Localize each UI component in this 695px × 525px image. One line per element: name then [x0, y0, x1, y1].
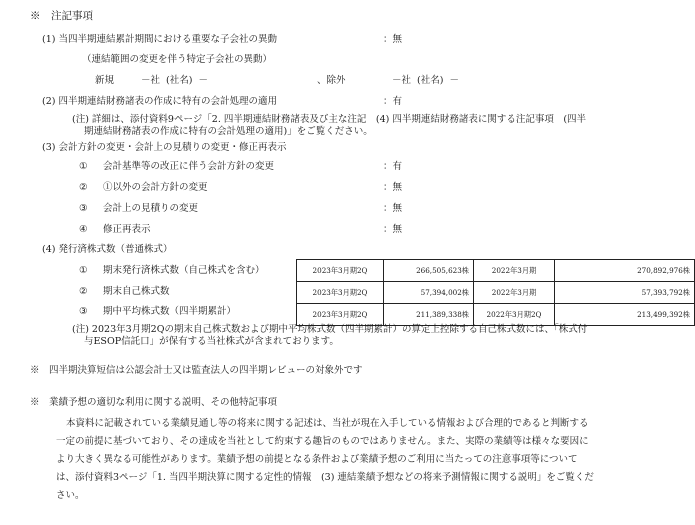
- value-cell: 211,389,338株: [384, 304, 474, 326]
- item3-row1-text: 会計基準等の改正に伴う会計方針の変更: [103, 161, 275, 172]
- item1-paren: （連結範囲の変更を伴う特定子会社の異動）: [82, 54, 273, 65]
- period-cell: 2023年3月期2Q: [297, 282, 384, 304]
- value-cell: 266,505,623株: [384, 260, 474, 282]
- item1-excluded-label: 、除外: [317, 75, 346, 86]
- table-row: [297, 260, 695, 282]
- table-row: [297, 282, 695, 304]
- item3-row1-num: ①: [79, 161, 88, 172]
- item1-new-value: －社 (社名) －: [141, 75, 208, 86]
- review-note: ※ 四半期決算短信は公認会計士又は監査法人の四半期レビューの対象外です: [30, 365, 363, 376]
- item3-row2-value: ：無: [383, 182, 403, 193]
- item4-row2-text: 期末自己株式数: [103, 286, 170, 297]
- item1-label: (1) 当四半期連結累計期間における重要な子会社の異動: [42, 34, 277, 45]
- item3-row3-text: 会計上の見積りの変更: [103, 203, 199, 214]
- value-cell: 57,394,002株: [384, 282, 474, 304]
- item4-row1-num: ①: [79, 265, 88, 276]
- shares-table: [296, 259, 695, 326]
- period-cell: 2022年3月期: [474, 260, 555, 282]
- period-cell: 2022年3月期2Q: [474, 304, 555, 326]
- item1-value: ：無: [383, 34, 403, 45]
- item3-label: (3) 会計方針の変更・会計上の見積りの変更・修正再表示: [42, 142, 287, 153]
- value-cell: 57,393,792株: [555, 282, 695, 304]
- item3-row2-num: ②: [79, 182, 88, 193]
- item3-row4-num: ④: [79, 224, 88, 235]
- item2-note: (注) 詳細は、添付資料9ページ「2. 四半期連結財務諸表及び主な注記 (4) 四半期連結財務諸表に関する注記事項 (四半期連結財務諸表の作成に特有の会計処理の適用)」をご覧ください。: [72, 114, 587, 137]
- item4-row1-text: 期末発行済株式数（自己株式を含む）: [103, 265, 265, 276]
- item3-row3-value: ：無: [383, 203, 403, 214]
- period-cell: 2023年3月期2Q: [297, 304, 384, 326]
- item3-row3-num: ③: [79, 203, 88, 214]
- forecast-body: 本資料に記載されている業績見通し等の将来に関する記述は、当社が現在入手している情報および合理的であると判断する一定の前提に基づいており、その達成を当社として約束する趣旨のものではありません。また、実際の業績等は様々な要因により大きく異なる可能性があります。業績予想の前提となる条件および業績予想のご利用に当たっての注意事項等については、添付資料3ページ「1. 当四半期決算に関する定性的情報 (3) 連結業績予想などの将来予測情報に関する説明」をご覧ください。: [56, 418, 594, 501]
- item3-row4-value: ：無: [383, 224, 403, 235]
- value-cell: 270,892,976株: [555, 260, 695, 282]
- period-cell: 2022年3月期: [474, 282, 555, 304]
- item3-row1-value: ：有: [383, 161, 403, 172]
- item1-new-label: 新規: [95, 75, 115, 86]
- value-cell: 213,499,392株: [555, 304, 695, 326]
- item1-excluded-value: －社 (社名) －: [392, 75, 459, 86]
- period-cell: 2023年3月期2Q: [297, 260, 384, 282]
- item2-value: ：有: [383, 96, 403, 107]
- item4-row3-text: 期中平均株式数（四半期累計）: [103, 306, 237, 317]
- item4-row2-num: ②: [79, 286, 88, 297]
- item2-label: (2) 四半期連結財務諸表の作成に特有の会計処理の適用: [42, 96, 277, 107]
- forecast-title: ※ 業績予想の適切な利用に関する説明、その他特記事項: [30, 397, 278, 408]
- table-row: [297, 304, 695, 326]
- item3-row2-text: ①以外の会計方針の変更: [103, 182, 208, 193]
- item3-row4-text: 修正再表示: [103, 224, 151, 235]
- item4-row3-num: ③: [79, 306, 88, 317]
- section-title: ※ 注記事項: [30, 10, 93, 22]
- item4-label: (4) 発行済株式数（普通株式）: [42, 244, 173, 255]
- item4-note: (注) 2023年3月期2Qの期末自己株式数および期中平均株式数（四半期累計）の算定上控除する自己株式数には、「株式付与ESOP信託口」が保有する当社株式が含まれております。: [72, 324, 588, 347]
